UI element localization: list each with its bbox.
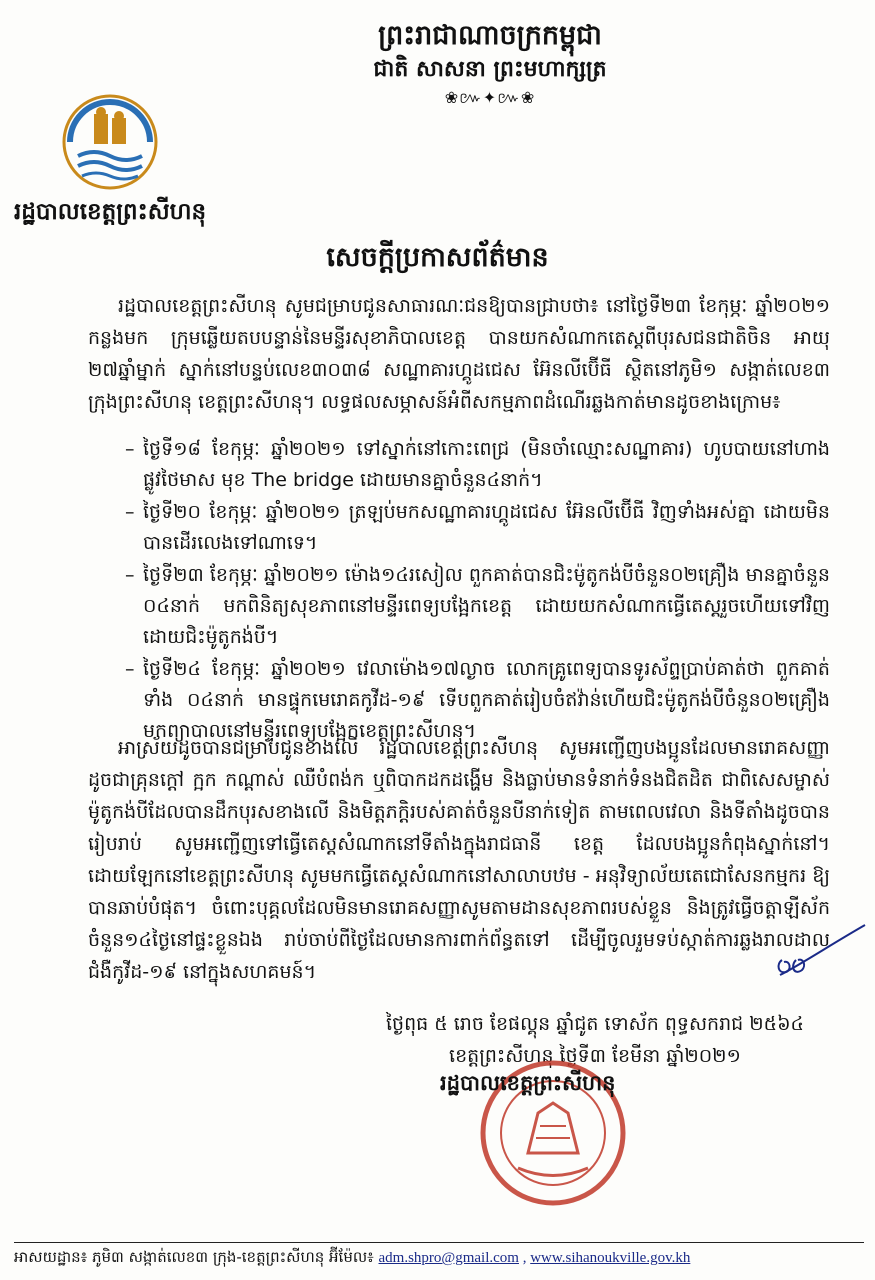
footer-address: អាសយដ្ឋាន៖ ភូមិ៣ សង្កាត់លេខ៣ ក្រុង-ខេត្តព្រះសីហនុ អ៊ីម៉ែល៖ <box>14 1248 374 1266</box>
ornament-divider: ❀៚✦៚❀ <box>444 88 536 107</box>
dash-marker: – <box>125 438 135 460</box>
list-item <box>125 560 830 653</box>
list-item-text: ថ្ងៃទី១៨ ខែកុម្ភៈ ឆ្នាំ២០២១ ទៅស្នាក់នៅកោះពេជ្រ (មិនចាំឈ្មោះសណ្ឋាគារ) ហូបបាយនៅហាង ផ្លូវថៃមាស មុខ The bridge ដោយមានគ្នាចំនួន៤នាក់។ <box>143 438 830 491</box>
list-item <box>125 497 830 559</box>
dash-marker: – <box>125 658 135 680</box>
issuing-authority: រដ្ឋបាលខេត្តព្រះសីហនុ <box>14 199 207 225</box>
list-item <box>125 434 830 496</box>
lunar-date: ថ្ងៃពុធ ៥ រោច ខែផល្គុន ឆ្នាំជូត ទោស័ក ពុទ្ធសករាជ ២៥៦៤ <box>385 1013 804 1035</box>
footer-separator: , <box>518 1250 531 1266</box>
dash-marker: – <box>125 564 135 586</box>
intro-text: រដ្ឋបាលខេត្តព្រះសីហនុ សូមជម្រាបជូនសាធារណៈជនឱ្យបានជ្រាបថា៖ នៅថ្ងៃទី២៣ ខែកុម្ភៈ ឆ្នាំ២០២១ កន្លងមក ក្រុមឆ្លើយតបបន្ទាន់នៃមន្ទីរសុខាភិបាលខេត្ត បានយកសំណាកតេស្តពីបុរសជនជាតិចិន អាយុ ២៧ឆ្នាំម្នាក់ ស្នាក់នៅបន្ទប់លេខ៣០៣៨ សណ្ឋាគារហ្គូដជេស អ៊ែនលីប៊ើធី ស្ថិតនៅភូមិ១ សង្កាត់លេខ៣ ក្រុងព្រះសីហនុ ខេត្តព្រះសីហនុ។ លទ្ធផលសម្ភាសន៍អំពីសកម្មភាពដំណើរឆ្លងកាត់មានដូចខាងក្រោម៖ <box>88 295 830 413</box>
closing-paragraph <box>88 732 830 988</box>
provincial-emblem-icon <box>60 92 160 192</box>
list-item-text: ថ្ងៃទី២៣ ខែកុម្ភៈ ឆ្នាំ២០២១ ម៉ោង១៤រសៀល ពួកគាត់បានជិះម៉ូតូកង់បីចំនួន០២គ្រឿង មានគ្នាចំនួន ០៤នាក់ មកពិនិត្យសុខភាពនៅមន្ទីរពេទ្យបង្អែកខេត្ត ដោយយកសំណាកធ្វើតេស្តរួចហើយទៅវិញដោយជិះម៉ូតូកង់បី។ <box>143 564 830 648</box>
signature-mark-icon <box>770 920 870 990</box>
list-item-text: ថ្ងៃទី២០ ខែកុម្ភៈ ឆ្នាំ២០២១ ត្រឡប់មកសណ្ឋាគារហ្គូដជេស អ៊ែនលីប៊ើធី វិញទាំងអស់គ្នា ដោយមិនបានដើរលេងទៅណាទេ។ <box>143 501 830 554</box>
national-header <box>230 18 750 110</box>
closing-text: អាស្រ័យដូចបានជម្រាបជូនខាងលើ រដ្ឋបាលខេត្តព្រះសីហនុ សូមអញ្ជើញបងប្អូនដែលមានរោគសញ្ញា ដូចជាគ្រុនក្តៅ ក្អក កណ្តាស់ ឈឺបំពង់ក ឬពិបាកដកដង្ហើម និងធ្លាប់មានទំនាក់ទំនងជិតដិត ជាពិសេសម្ចាស់ម៉ូតូកង់បីដែលបានដឹកបុរសខាងលើ និងមិត្តភក្តិរបស់គាត់ចំនួនបីនាក់ទៀត តាមពេលវេលា និងទីតាំងដូចបានរៀបរាប់ សូមអញ្ជើញទៅធ្វើតេស្តសំណាកនៅទីតាំងក្នុងរាជធានី ខេត្ត ដែលបងប្អូនកំពុងស្នាក់នៅ។ ដោយឡែកនៅខេត្តព្រះសីហនុ សូមមកធ្វើតេស្តសំណាកនៅសាលាបឋម - អនុវិទ្យាល័យតេជោសែនកម្មករ ឱ្យបានឆាប់បំផុត។ ចំពោះបុគ្គលដែលមិនមានរោគសញ្ញាសូមតាមដានសុខភាពរបស់ខ្លួន និងត្រូវធ្វើចត្តាឡីស័ក ចំនួន១៤ថ្ងៃនៅផ្ទះខ្លួនឯង រាប់ចាប់ពីថ្ងៃដែលមានការពាក់ព័ន្ធតទៅ ដើម្បីចូលរួមទប់ស្កាត់ការឆ្លងរាលដាលជំងឺកូវីដ-១៩ នៅក្នុងសហគមន៍។ <box>88 737 830 983</box>
kingdom-title: ព្រះរាជាណាចក្រកម្ពុជា <box>378 20 602 51</box>
website-link[interactable]: www.sihanoukville.gov.kh <box>530 1250 691 1266</box>
document-title: សេចក្តីប្រកាសព័ត៌មាន <box>326 242 549 273</box>
solar-date: ខេត្តព្រះសីហនុ ថ្ងៃទី៣ ខែមីនា ឆ្នាំ២០២១ <box>449 1045 741 1067</box>
list-item-text: ថ្ងៃទី២៤ ខែកុម្ភៈ ឆ្នាំ២០២១ វេលាម៉ោង១៧ល្ងាច លោកគ្រូពេទ្យបានទូរស័ព្ទប្រាប់គាត់ថា ពួកគាត់ទាំង ០៤នាក់ មានផ្ទុកមេរោគកូវីដ-១៩ ទើបពួកគាត់រៀបចំឥវ៉ាន់ហើយជិះម៉ូតូកង់បីចំនួន០២គ្រឿង មកព្យាបាលនៅមន្ទីរពេទ្យបង្អែកខេត្តព្រះសីហនុ។ <box>143 658 830 742</box>
signer-name: រដ្ឋបាលខេត្តព្រះសីហនុ <box>440 1071 616 1095</box>
footer <box>14 1244 864 1271</box>
timeline-list <box>125 434 830 748</box>
national-motto: ជាតិ សាសនា ព្រះមហាក្សត្រ <box>373 57 607 82</box>
email-link[interactable]: adm.shpro@gmail.com <box>378 1250 519 1266</box>
intro-paragraph <box>88 290 830 418</box>
footer-divider <box>14 1242 864 1243</box>
dash-marker: – <box>125 501 135 523</box>
